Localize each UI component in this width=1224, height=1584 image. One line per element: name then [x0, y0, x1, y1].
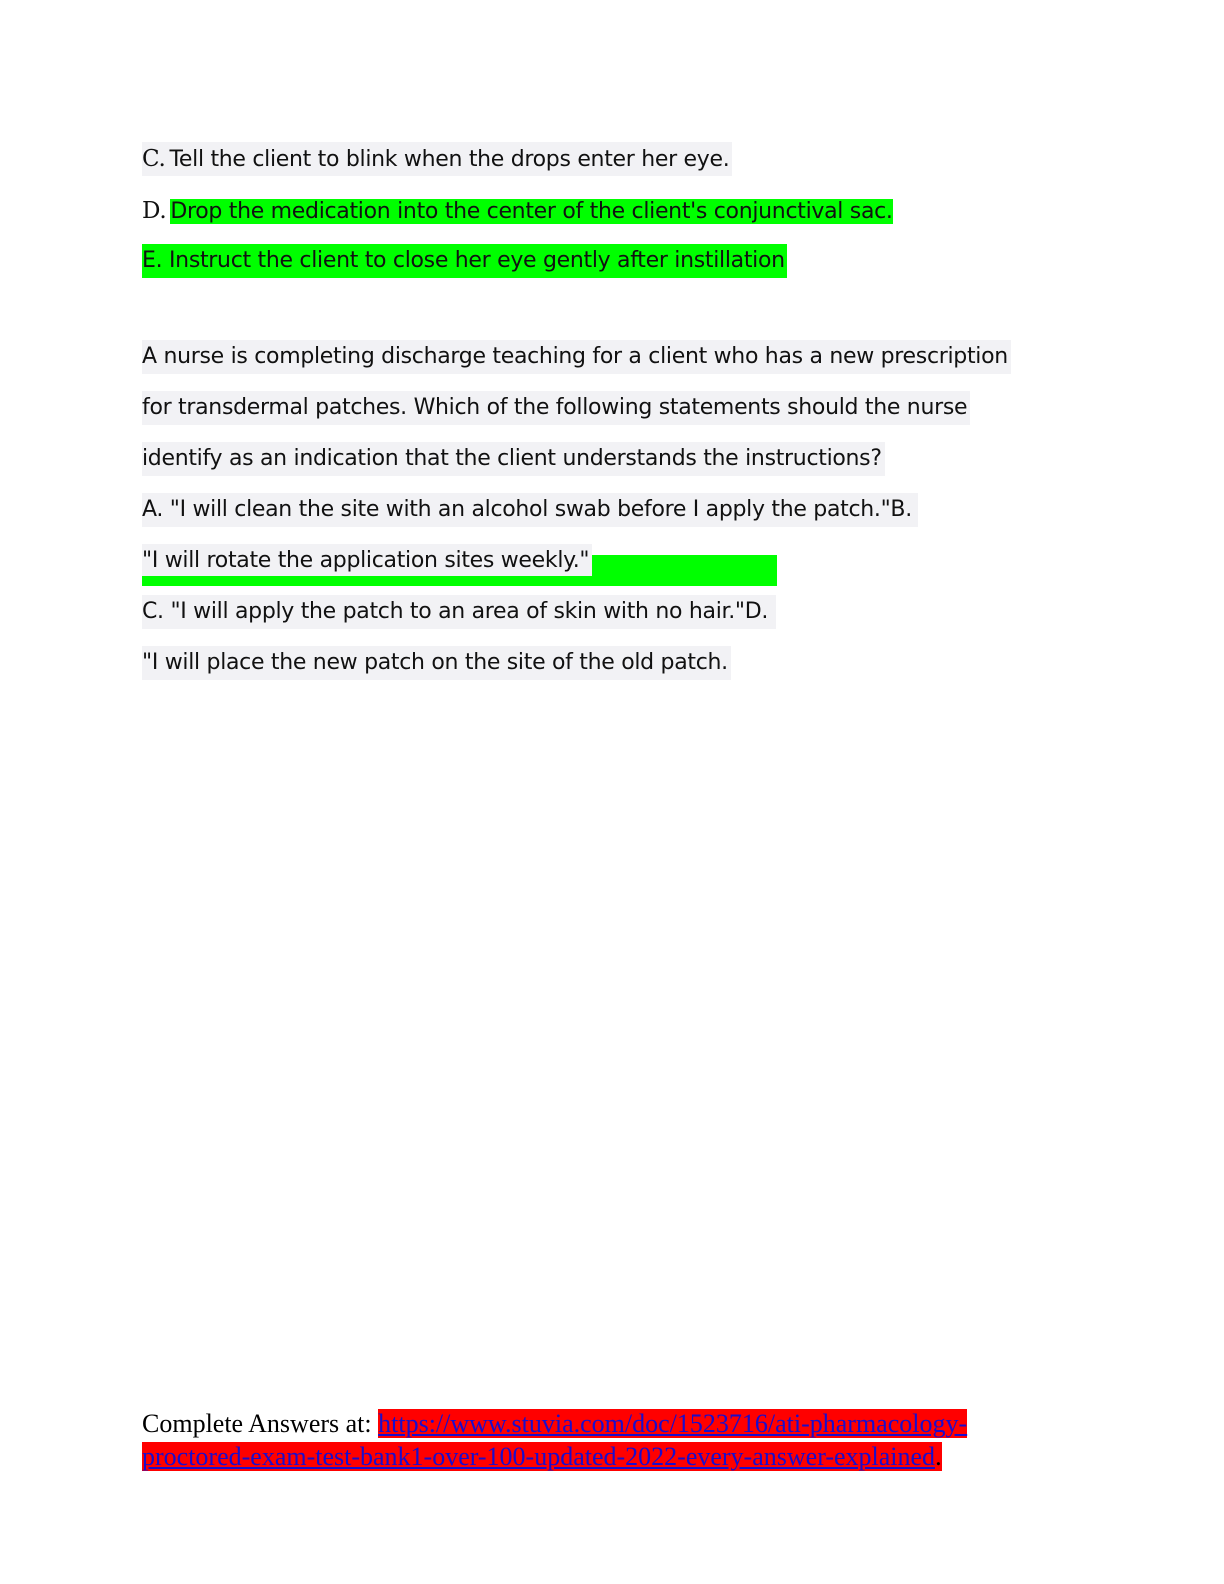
question-line-2: for transdermal patches. Which of the following statements should the nurse — [142, 391, 970, 425]
question-line-3: identify as an indication that the client understands the instructions? — [142, 442, 885, 476]
option-e-line — [142, 244, 787, 278]
footer-label: Complete Answers at: — [142, 1409, 379, 1438]
answers-link[interactable]: https://www.stuvia.com/doc/1523716/ati-pharmacology-proctored-exam-test-bank1-over-100-updated-2022-every-answer-explained — [142, 1409, 968, 1471]
footer — [142, 1407, 1022, 1473]
option-e-text: E. Instruct the client to close her eye gently after instillation — [142, 248, 785, 273]
footer-trailing: . — [935, 1442, 942, 1471]
option-c-line — [142, 142, 732, 176]
option-c-text: Tell the client to blink when the drops enter her eye. — [169, 147, 730, 172]
answer-b-line: "I will rotate the application sites weekly." — [142, 544, 592, 576]
answer-a-line: A. "I will clean the site with an alcohol swab before I apply the patch."B. — [142, 493, 918, 527]
option-c-letter: C. — [142, 146, 166, 172]
option-d-text: Drop the medication into the center of the client's conjunctival sac. — [170, 199, 893, 224]
option-d-letter: D. — [142, 198, 167, 224]
question-line-1: A nurse is completing discharge teaching for a client who has a new prescription — [142, 340, 1011, 374]
answer-d-line: "I will place the new patch on the site of the old patch. — [142, 646, 731, 680]
answer-c-line: C. "I will apply the patch to an area of skin with no hair."D. — [142, 595, 776, 629]
option-d-line — [142, 194, 893, 228]
